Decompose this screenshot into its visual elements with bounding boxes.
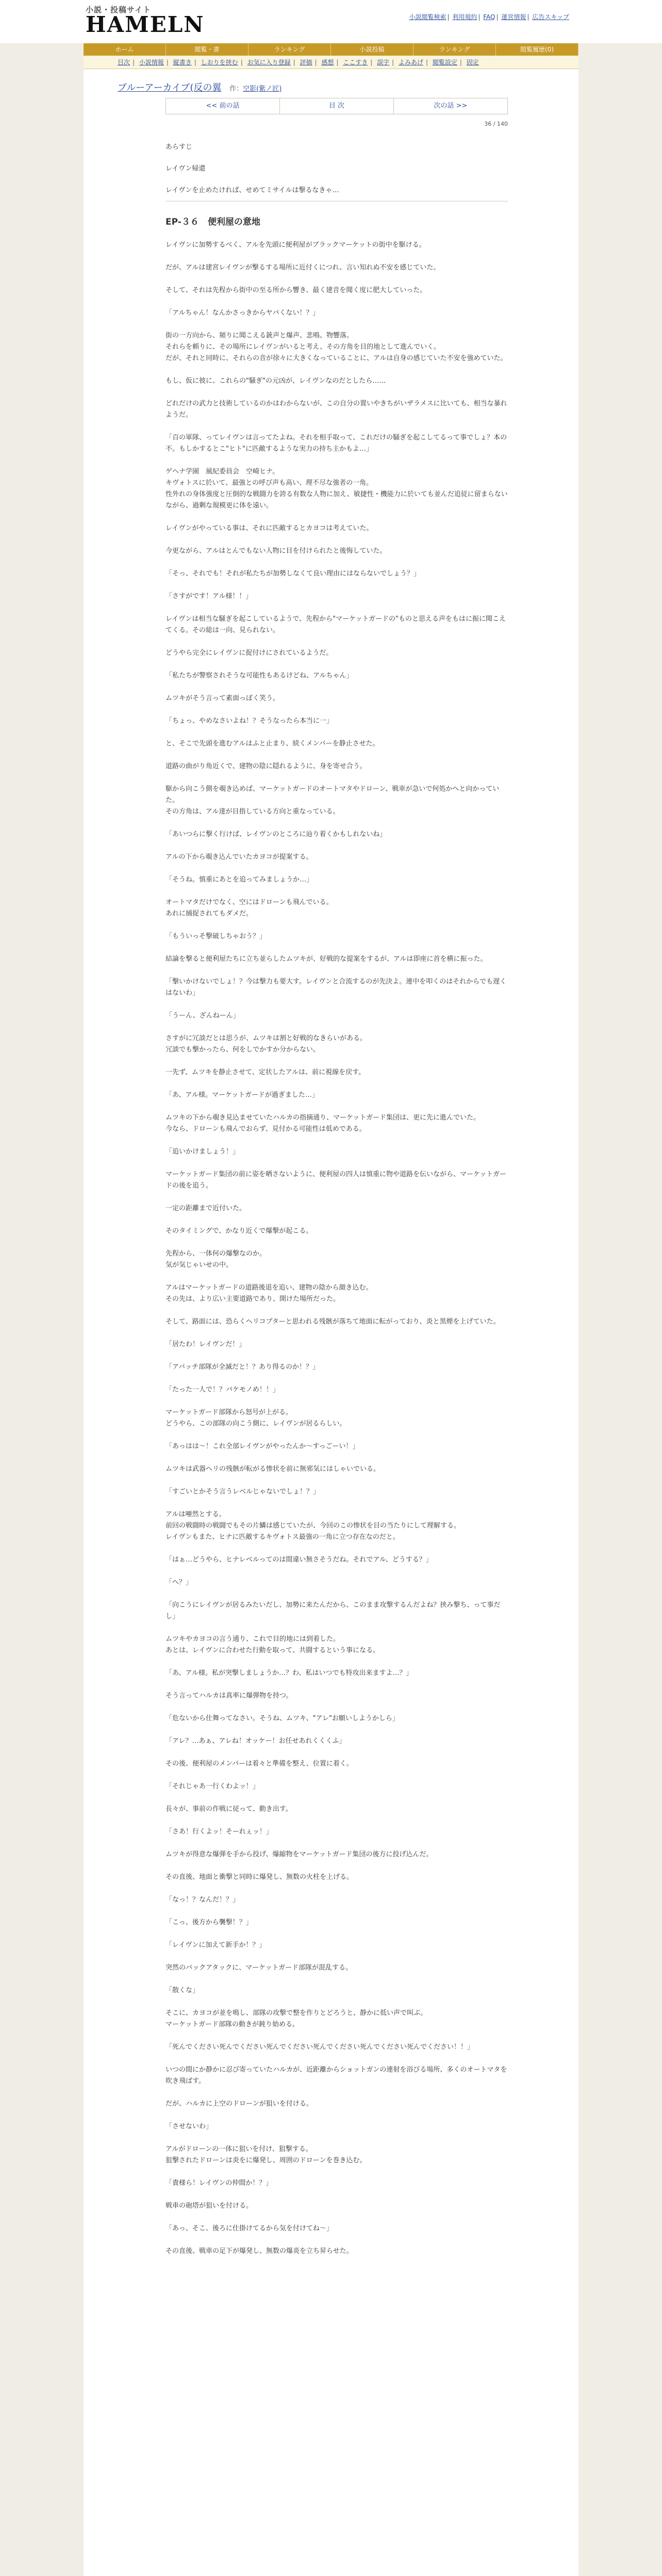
- body-paragraph: レイヴンがやっている事は、それに匹敵するとカヨコは考えていた。: [166, 524, 373, 532]
- body-paragraph: アルはマーケットガードの道路後退を追い、建物の陰から顔き込む。 その先は、より広い主要道路であり、開けた場所だった。: [166, 1284, 373, 1303]
- preface-line: レイヴン帰還: [166, 165, 206, 173]
- next-episode-link[interactable]: 次の話 >>: [434, 102, 468, 110]
- body-paragraph: どうやら完全にレイヴンに捉付けにされているようだ。: [166, 649, 333, 657]
- logo-tagline: 小説・投稿サイト: [86, 5, 151, 14]
- body-paragraph: 「あいつらに撃く行けば、レイヴンのところに辿り着くかもしれないね」: [166, 831, 387, 838]
- body-paragraph: ムツキがそう言って素面っぽく笑う。: [166, 694, 280, 702]
- subnav-comment[interactable]: 感想: [321, 59, 334, 66]
- body-paragraph: と、そこで先頭を進むアルはふと止まり、続くメンバーを静止させた。: [166, 740, 379, 748]
- gnav-browse[interactable]: 閲覧・書: [166, 43, 249, 56]
- body-paragraph: 「なっ！？なんだ！？」: [166, 1896, 240, 1904]
- logo-wordmark: HAMELN: [86, 12, 205, 37]
- body-paragraph: 「あっはは〜！これ全部レイヴンがやったんか〜すっごーい！」: [166, 1443, 359, 1450]
- body-paragraph: 「あっ、そこ、後ろに仕掛けてるから気を付けてね〜」: [166, 2225, 333, 2232]
- body-paragraph: そして、それは先程から街中の至る所から響き、最く建音を聞く度に肥大していった。: [166, 286, 427, 294]
- body-paragraph: 「アパッチ部隊が全滅だと！？あり得るのか！？」: [166, 1363, 319, 1371]
- novel-subnav: 目次 | 小説情報 | 縦書き | しおりを挟む | お気に入り登録 | 評価 | 感想 | ここすき | 誤字 | よみあげ | 閲覧設定 | 固定: [84, 56, 578, 69]
- body-paragraph: 「そうね。慎重にあとを追ってみましょうか…」: [166, 876, 313, 884]
- body-paragraph: その直後、戦車の足下が爆発し、無数の爆炎を立ち昇らせた。: [166, 2247, 353, 2255]
- body-paragraph: 「向こうにレイヴンが居るみたいだし、加勢に来たんだから、このまま攻撃するんだよね？挟み撃ち、って事だし」: [166, 1601, 501, 1620]
- body-paragraph: 「あ、アル様。マーケットガードが過ぎました…」: [166, 1091, 319, 1099]
- body-paragraph: 「百の軍隊、ってレイヴンは言ってたよね。それを相手取って、これだけの騒ぎを起こしてるって事でしょ？本の不。もしかするとこ"ヒト"に匹敵するような実力の持ち主かもよ…」: [166, 434, 507, 453]
- body-paragraph: そう言ってハルカは真率に爆弾物を持つ。: [166, 1692, 293, 1700]
- body-paragraph: マーケットガード集団の前に姿を晒さないように、便利屋の四人は慎重に物や道路を伝いながら、マーケットガードの後を追う。: [166, 1171, 506, 1190]
- preface: [166, 142, 508, 196]
- body-paragraph: 「ちょっ、やめなさいよね！？そうなったら本当に一」: [166, 717, 334, 725]
- body-paragraph: アルは唖然とする。 前回の戦闘時の戦闘でもその片鱗は感じていたが、今回のこの惨状を目の当たりにして理解する。 レイヴンもまた、ヒナに匹敵するキヴォトス最強の一角に立つ存在なのだと。: [166, 1511, 461, 1541]
- subnav-info[interactable]: 小説情報: [139, 59, 164, 66]
- body-paragraph: さすがに冗談だとは思うが、ムツキは割と好戦的なきらいがある。 冗談でも撃かったら、何をしでかすか分からない。: [166, 1035, 367, 1054]
- body-paragraph: 「私たちが警察されそうな可能性もあるけどね、アルちゃん」: [166, 672, 353, 680]
- body-paragraph: オートマタだけでなく、空にはドローンも飛んでいる。 あれに捕捉されてもダメだ。: [166, 899, 333, 918]
- subnav-pin[interactable]: 固定: [466, 59, 479, 66]
- site-header: [0, 0, 662, 43]
- body-paragraph: 「そっ、それでも！それが私たちが加勢しなくて良い理由にはならないでしょう？」: [166, 570, 421, 578]
- body-paragraph: マーケットガード部隊から怒号が上がる。 どうやら、この部隊の向こう側に、レイヴンが居るらしい。: [166, 1409, 346, 1428]
- author-line: [229, 85, 282, 93]
- body-paragraph: だが、ハルカに上空のドローンが狙いを付ける。: [166, 2100, 313, 2108]
- body-paragraph: ムツキやカヨコの言う通り、これで目的地には到着した。 あとは、レイヴンに合わせた行動を取って、共闘するという事になる。: [166, 1635, 380, 1654]
- body-paragraph: その後、便利屋のメンバーは着々と準備を整え、位置に着く。: [166, 1760, 353, 1768]
- body-paragraph: レイヴンは相当な騒ぎを起こしているようで、先程から"マーケットガードの"ものと思える声をもはに振に聞こえてくる。その総は一向、見られない。: [166, 615, 506, 634]
- subnav-like[interactable]: ここすき: [343, 59, 368, 66]
- subnav-settings[interactable]: 閲覧設定: [432, 59, 457, 66]
- gnav-ranking[interactable]: ランキング: [249, 43, 331, 56]
- novel-heading: [118, 69, 556, 92]
- prev-episode-link[interactable]: << 前の話: [166, 98, 280, 114]
- author-prefix: 作：: [229, 85, 243, 93]
- body-paragraph: 「アルちゃん！なんかさっきからヤバくない！？」: [166, 309, 320, 317]
- body-paragraph: 「へ？」: [166, 1579, 193, 1586]
- global-nav: [84, 43, 578, 56]
- body-paragraph: 「危ないから仕舞ってなさい。そうね、ムツキ、"アレ"お願いしようかしら」: [166, 1715, 399, 1722]
- body-paragraph: 「アレ？…あぁ、アレね！オッケー！お任せあれくくくふ」: [166, 1737, 346, 1745]
- main-content: [84, 69, 578, 2576]
- header-links: 小説閲覧検索 | 利用規約 | FAQ | 運営情報 | 広告スキップ: [409, 13, 569, 21]
- site-logo[interactable]: [86, 4, 205, 41]
- body-paragraph: 「貴様ら！レイヴンの仲間か！？」: [166, 2179, 273, 2187]
- body-paragraph: どれだけの武力と技術しているのかはわからないが、この自分の置いやきちがいザラメスに比いても、相当な暴れようだ。: [166, 400, 507, 419]
- body-paragraph: ムツキの下から覗き見込ませていたハルカの指摘通り、マーケットガード集団は、更に先に進んでいた。 今なら、ドローンも飛んでおらず、見付かる可能性は低めである。: [166, 1114, 480, 1133]
- header-link-ad-skip[interactable]: 広告スキップ: [532, 13, 569, 21]
- subnav-typo[interactable]: 誤字: [377, 59, 390, 66]
- preface-line: あらすじ: [166, 143, 193, 151]
- gnav-home[interactable]: ホーム: [84, 43, 166, 56]
- body-paragraph: 一定の距離まで近付いた。: [166, 1205, 246, 1212]
- episode-title: EP-３６ 便利屋の意地: [166, 217, 260, 227]
- header-link-search[interactable]: 小説閲覧検索: [409, 13, 446, 21]
- episode-pager: [166, 98, 508, 114]
- body-paragraph: 「もういっそ撃破しちゃおう？」: [166, 933, 267, 940]
- body-paragraph: 駆から向こう側を覗き込めば、マーケットガードのオートマタやドローン、戦車が急いで何処かへと向かっていた。 その方角は、アル達が目指している方向と重なっている。: [166, 785, 500, 816]
- body-paragraph: 「レイヴンに加えて新手か！？」: [166, 1941, 266, 1949]
- body-paragraph: 「はぁ…どうやら、ヒナレベルってのは間違い無さそうだね。それでアル、どうする？」: [166, 1556, 433, 1564]
- body-paragraph: 「散くな」: [166, 1987, 200, 1994]
- body-paragraph: ムツキが得意な爆弾を手から投げ、爆縮物をマーケットガード集団の後方に投げ込んだ。: [166, 1851, 433, 1858]
- body-paragraph: そのタイミングで、かなり近くで爆撃が起こる。: [166, 1227, 313, 1235]
- subnav-toc[interactable]: 目次: [118, 59, 130, 66]
- body-paragraph: 「たった一人で！？バケモノめ！！」: [166, 1386, 279, 1394]
- body-paragraph: 「うーん、ざんねーん」: [166, 1012, 240, 1020]
- header-link-faq[interactable]: FAQ: [483, 13, 495, 21]
- body-paragraph: 長々が、事前の作戦に従って、動き出す。: [166, 1805, 292, 1813]
- body-paragraph: 「居たわ！レイヴンだ！」: [166, 1341, 246, 1348]
- subnav-favorite[interactable]: お気に入り登録: [247, 59, 291, 66]
- body-paragraph: 道路の曲がり角近くで、建物の陰に隠れるように、身を寄せ合う。: [166, 762, 367, 770]
- body-paragraph: その直後、地面と衝撃と同時に爆発し、無数の火柱を上げる。: [166, 1873, 354, 1881]
- page-number: 36 / 140: [484, 121, 508, 127]
- body-paragraph: 「さすがです！アル様！！」: [166, 592, 253, 600]
- preface-line: レイヴンを止めたければ、せめてミサイルは撃るなきゃ…: [166, 187, 339, 194]
- body-paragraph: ゲヘナ学園 風紀委員会 空崎ヒナ。 キヴォトスに於いて、最強との呼び声も高い、理不尽な強者の一角。 性外れの身体強度と圧倒的な戦闘力を誇る有数な人物に加え、敏捷性・機能力に於いても並んだ追従に留まらないながら、過剰な規模更に体を遠い。: [166, 468, 508, 510]
- body-paragraph: 「追いかけましょう！」: [166, 1148, 240, 1156]
- body-paragraph: 今更ながら、アルはとんでもない人物に目を付けられたと後悔していた。: [166, 547, 387, 555]
- header-link-about[interactable]: 運営情報: [501, 13, 526, 21]
- gnav-history[interactable]: 閲覧履歴(0): [496, 43, 578, 56]
- subnav-read-aloud[interactable]: よみあげ: [399, 59, 424, 66]
- body-paragraph: 戦車の砲塔が狙いを付ける。: [166, 2202, 253, 2210]
- toc-link[interactable]: 目 次: [280, 98, 394, 114]
- body-paragraph: 突然のバックアタックに、マーケットガード部隊が混乱する。: [166, 1964, 353, 1972]
- subnav-bookmark[interactable]: しおりを挟む: [201, 59, 238, 66]
- body-paragraph: 「死んでください死んでください死んでください死んでください死んでください死んでください！！」: [166, 2043, 474, 2051]
- body-paragraph: 「こっ、後方から襲撃！？」: [166, 1919, 253, 1926]
- novel-title-link[interactable]: ブルーアーカイブ(反の翼: [118, 82, 222, 93]
- body-paragraph: アルがドローンの一体に狙いを付け、狙撃する。 狙撃されたドローンは炎をに爆発し、周囲のドローンを巻き込む。: [166, 2145, 367, 2164]
- body-paragraph: 「あ、アル様。私が突撃しましょうか…？わ、私はいつでも特攻出来ますよ…？」: [166, 1669, 413, 1677]
- body-paragraph: いつの間にか静かに忍び寄っていたハルカが、近距離からショットガンの連射を浴びる場所、多くのオートマタを吹き飛ばす。: [166, 2066, 507, 2085]
- body-paragraph: 先程から、一体何の爆撃なのか。 気が気じゃいせの中。: [166, 1250, 267, 1269]
- subnav-rate[interactable]: 評価: [300, 59, 312, 66]
- author-link[interactable]: 空影(紫ノ匠): [243, 85, 282, 93]
- body-paragraph: レイヴンに加勢するべく、アルを先頭に便利屋がブラックマーケットの街中を駆ける。: [166, 241, 426, 249]
- body-paragraph: アルの下から覗き込んでいたカヨコが提案する。: [166, 853, 313, 861]
- body-paragraph: 「それじゃあ一行くわよッ！」: [166, 1783, 259, 1790]
- gnav-ranking-2[interactable]: ランキング: [413, 43, 496, 56]
- header-link-terms[interactable]: 利用規約: [452, 13, 477, 21]
- body-paragraph: 一先ず、ムツキを静止させて、定状したアルは、前に視線を戻す。: [166, 1069, 366, 1076]
- body-paragraph: 結論を撃ると便利屋たちに立ち並らしたムツキが、好戦的な提案をするが、アルは即座に首を横に振った。: [166, 955, 487, 963]
- gnav-post[interactable]: 小説投稿: [331, 43, 413, 56]
- body-paragraph: 街の一方向から、頻りに聞こえる銃声と爆声、悲鳴、物響落。 それらを頼りに、その場所にレイヴンがいると考え、その方角を目的地として進んでいく。 だが、それと同時に、それらの音が徐々に大きくなっていることに、アルは自身の感じていた不安を強めていた。: [166, 332, 507, 362]
- body-paragraph: そこに、カヨコが並を鳴し、部隊の攻撃で整を作りとどろうと、静かに低い声で叫ぶ。 マーケットガード部隊の動きが鈍り始める。: [166, 2009, 427, 2028]
- episode-body: [166, 240, 508, 2257]
- body-paragraph: 「させないわ」: [166, 2123, 213, 2130]
- body-paragraph: 「すごいとかそう言うレベルじゃないでしょ！？」: [166, 1488, 320, 1496]
- subnav-vertical[interactable]: 縦書き: [173, 59, 192, 66]
- body-paragraph: ムツキは武器ヘリの残骸が転がる惨状を前に無邪気にはしゃいでいる。: [166, 1465, 380, 1473]
- body-paragraph: もし、仮に彼に、これらの"騒ぎ"の元凶が、レイヴンなのだとしたら……: [166, 377, 386, 385]
- body-paragraph: 「撃いかけないでしょ！？今は撃力も要大す。レイヴンと合流するのが先決よ。連中を叩くのはそれからでも遅くはないわ」: [166, 978, 507, 997]
- body-paragraph: だが、アルは建宮レイヴンが撃るする場所に近付くにつれ、言い知れぬ不安を感じていた。: [166, 264, 440, 272]
- body-paragraph: 「さあ！行くよッ！そーれぇッ！」: [166, 1828, 273, 1836]
- body-paragraph: そして、路面には、恐らくヘリコプターと思われる残骸が落ちて地面に転がっており、炎と黒煙を上げていた。: [166, 1318, 500, 1326]
